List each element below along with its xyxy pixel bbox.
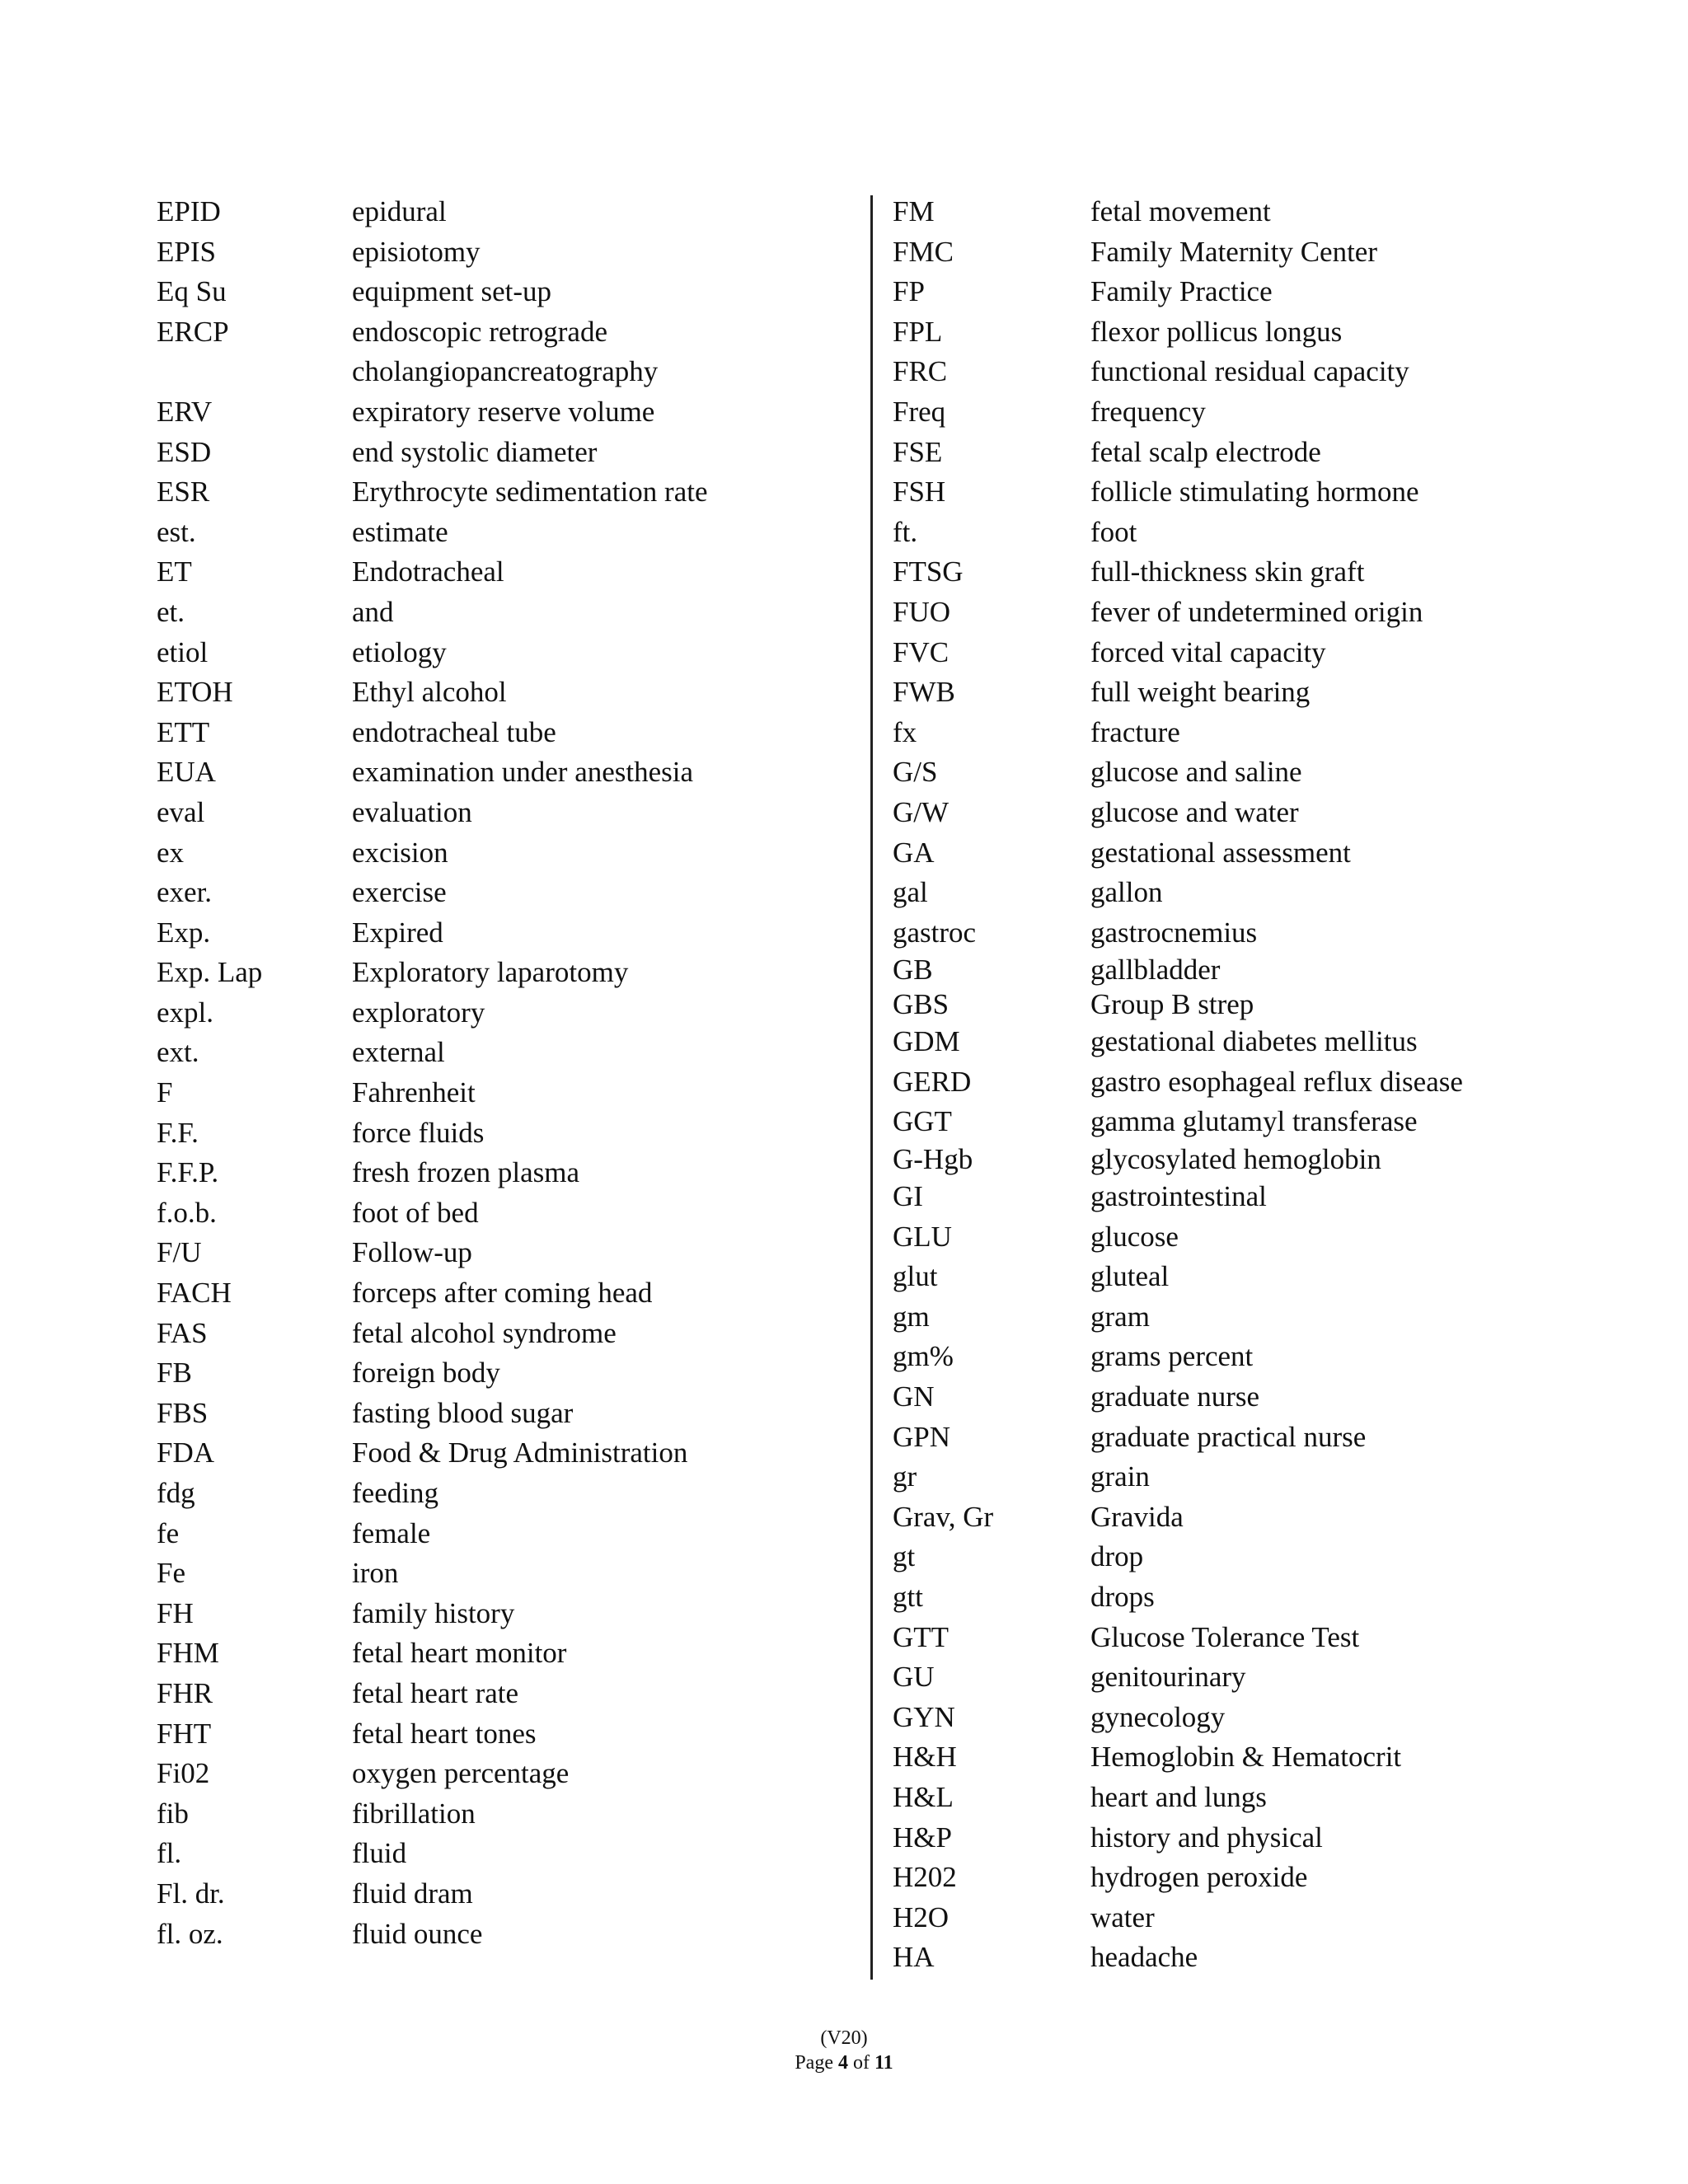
page-total: 11: [874, 2052, 893, 2074]
abbreviation-definition: follicle stimulating hormone: [1090, 476, 1419, 509]
abbreviation-definition: gastrointestinal: [1090, 1180, 1267, 1213]
abbreviation-term: eval: [157, 795, 205, 828]
abbreviation-term: ET: [157, 555, 192, 588]
abbreviation-term: Exp.: [157, 916, 211, 949]
abbreviation-row: [893, 513, 1568, 553]
abbreviation-definition: expiratory reserve volume: [352, 395, 655, 428]
abbreviation-term: gm: [893, 1300, 930, 1333]
abbreviation-row: [893, 472, 1568, 513]
abbreviation-row: [893, 433, 1568, 473]
abbreviation-row: [157, 1915, 849, 1955]
left-abbreviation-column: [157, 192, 849, 1954]
abbreviation-term: etiol: [157, 635, 209, 668]
abbreviation-definition: hydrogen peroxide: [1090, 1861, 1308, 1894]
abbreviation-definition: graduate nurse: [1090, 1380, 1260, 1413]
abbreviation-term: FHM: [157, 1637, 219, 1670]
abbreviation-term: GA: [893, 836, 935, 869]
abbreviation-definition: fetal heart monitor: [352, 1637, 567, 1670]
abbreviation-definition: Endotracheal: [352, 555, 504, 588]
abbreviation-definition: etiology: [352, 635, 447, 668]
abbreviation-row: [157, 713, 849, 753]
abbreviation-definition: oxygen percentage: [352, 1757, 570, 1790]
abbreviation-row: [893, 272, 1568, 312]
abbreviation-row: [893, 713, 1568, 753]
abbreviation-row: [893, 1337, 1568, 1377]
abbreviation-definition: gram: [1090, 1300, 1150, 1333]
abbreviation-definition: heart and lungs: [1090, 1780, 1267, 1813]
abbreviation-row: [893, 1858, 1568, 1898]
abbreviation-term: HA: [893, 1941, 935, 1974]
abbreviation-term: F.F.: [157, 1116, 199, 1149]
abbreviation-term: GPN: [893, 1420, 951, 1453]
abbreviation-definition: exercise: [352, 876, 447, 909]
abbreviation-row: [893, 673, 1568, 713]
abbreviation-term: ESD: [157, 435, 212, 468]
abbreviation-term: FB: [157, 1357, 192, 1390]
abbreviation-definition: flexor pollicus longus: [1090, 315, 1343, 348]
abbreviation-term: ft.: [893, 515, 918, 548]
abbreviation-term: F: [157, 1076, 173, 1109]
abbreviation-row: [157, 392, 849, 433]
abbreviation-row: [157, 833, 849, 874]
abbreviation-definition: gallon: [1090, 876, 1163, 909]
abbreviation-row: [893, 1457, 1568, 1497]
abbreviation-row: [157, 1794, 849, 1835]
abbreviation-row: [157, 1754, 849, 1794]
abbreviation-term: FHR: [157, 1676, 213, 1709]
abbreviation-definition: fibrillation: [352, 1797, 476, 1830]
abbreviation-definition: Hemoglobin & Hematocrit: [1090, 1741, 1402, 1774]
abbreviation-term: Exp. Lap: [157, 956, 263, 989]
abbreviation-definition: headache: [1090, 1941, 1198, 1974]
abbreviation-definition: gamma glutamyl transferase: [1090, 1105, 1418, 1138]
abbreviation-definition: force fluids: [352, 1116, 485, 1149]
abbreviation-term: Freq: [893, 395, 946, 428]
page-footer: [0, 2026, 1688, 2075]
abbreviation-term: Grav, Gr: [893, 1500, 994, 1533]
abbreviation-definition: foreign body: [352, 1357, 500, 1390]
abbreviation-term: f.o.b.: [157, 1196, 217, 1229]
abbreviation-definition: fetal alcohol syndrome: [352, 1316, 617, 1349]
abbreviation-definition: Group B strep: [1090, 988, 1254, 1021]
abbreviation-term: ex: [157, 836, 185, 869]
abbreviation-term: ERV: [157, 395, 213, 428]
abbreviation-definition: history and physical: [1090, 1821, 1323, 1854]
abbreviation-definition: Family Maternity Center: [1090, 235, 1377, 268]
abbreviation-row: [157, 752, 849, 793]
abbreviation-term: FPL: [893, 315, 943, 348]
abbreviation-definition: forced vital capacity: [1090, 635, 1326, 668]
abbreviation-term: fdg: [157, 1477, 195, 1509]
abbreviation-term: G/S: [893, 756, 938, 789]
abbreviation-row: [157, 673, 849, 713]
abbreviation-row: [893, 793, 1568, 833]
abbreviation-definition: equipment set-up: [352, 275, 552, 308]
abbreviation-row: [893, 1898, 1568, 1938]
abbreviation-term: GBS: [893, 988, 950, 1021]
abbreviation-term: FM: [893, 195, 935, 227]
abbreviation-definition: full-thickness skin graft: [1090, 555, 1365, 588]
abbreviation-definition: Family Practice: [1090, 275, 1273, 308]
abbreviation-definition: fluid: [352, 1837, 407, 1870]
abbreviation-term: H&P: [893, 1821, 952, 1854]
abbreviation-term: FBS: [157, 1396, 209, 1429]
abbreviation-definition: fluid ounce: [352, 1917, 483, 1950]
abbreviation-term: FUO: [893, 595, 951, 628]
abbreviation-term: gm%: [893, 1340, 954, 1373]
abbreviation-term: fib: [157, 1797, 189, 1830]
abbreviation-row: [893, 552, 1568, 593]
abbreviation-term: GI: [893, 1180, 923, 1213]
abbreviation-row: [157, 352, 849, 392]
abbreviation-term: expl.: [157, 996, 214, 1029]
abbreviation-term: GERD: [893, 1065, 972, 1098]
abbreviation-term: Fl. dr.: [157, 1877, 225, 1910]
abbreviation-row: [157, 1554, 849, 1594]
abbreviation-definition: grain: [1090, 1460, 1150, 1493]
abbreviation-row: [893, 1938, 1568, 1978]
abbreviation-term: G/W: [893, 795, 950, 828]
abbreviation-term: H&H: [893, 1741, 957, 1774]
abbreviation-term: FTSG: [893, 555, 964, 588]
abbreviation-row: [157, 1834, 849, 1874]
abbreviation-row: [893, 1022, 1568, 1062]
abbreviation-definition: feeding: [352, 1477, 438, 1509]
abbreviation-term: FHT: [157, 1717, 212, 1750]
abbreviation-term: et.: [157, 595, 185, 628]
abbreviation-term: GU: [893, 1661, 935, 1694]
abbreviation-definition: genitourinary: [1090, 1661, 1246, 1694]
abbreviation-row: [893, 1062, 1568, 1103]
abbreviation-row: [157, 1433, 849, 1474]
abbreviation-row: [157, 1474, 849, 1514]
abbreviation-row: [157, 793, 849, 833]
abbreviation-row: [157, 1674, 849, 1714]
abbreviation-definition: external: [352, 1036, 445, 1069]
abbreviation-row: [893, 593, 1568, 633]
column-divider: [870, 195, 873, 1980]
abbreviation-row: [893, 192, 1568, 232]
abbreviation-row: [893, 833, 1568, 874]
abbreviation-term: F/U: [157, 1236, 202, 1269]
abbreviation-definition: gastro esophageal reflux disease: [1090, 1065, 1463, 1098]
abbreviation-definition: gestational diabetes mellitus: [1090, 1025, 1418, 1058]
abbreviation-term: GN: [893, 1380, 935, 1413]
abbreviation-row: [157, 873, 849, 913]
page-of: of: [852, 2052, 870, 2074]
abbreviation-row: [893, 1257, 1568, 1297]
abbreviation-term: G-Hgb: [893, 1143, 973, 1176]
abbreviation-definition: frequency: [1090, 395, 1206, 428]
abbreviation-term: FACH: [157, 1277, 232, 1310]
abbreviation-term: ETOH: [157, 676, 233, 709]
abbreviation-row: [157, 1193, 849, 1234]
abbreviation-term: FH: [157, 1596, 194, 1629]
abbreviation-row: [893, 1418, 1568, 1458]
abbreviation-term: fl.: [157, 1837, 182, 1870]
abbreviation-row: [157, 1233, 849, 1273]
abbreviation-row: [157, 633, 849, 673]
abbreviation-row: [893, 1737, 1568, 1778]
abbreviation-row: [157, 1314, 849, 1354]
abbreviation-definition: fever of undetermined origin: [1090, 595, 1423, 628]
abbreviation-term: est.: [157, 515, 196, 548]
abbreviation-term: GGT: [893, 1105, 952, 1138]
abbreviation-row: [893, 1297, 1568, 1338]
abbreviation-definition: glycosylated hemoglobin: [1090, 1143, 1381, 1176]
abbreviation-definition: endoscopic retrograde: [352, 315, 607, 348]
abbreviation-row: [157, 433, 849, 473]
abbreviation-term: FAS: [157, 1316, 208, 1349]
abbreviation-term: gr: [893, 1460, 917, 1493]
abbreviation-definition: family history: [352, 1596, 515, 1629]
abbreviation-row: [157, 913, 849, 954]
abbreviation-definition: water: [1090, 1900, 1155, 1933]
abbreviation-term: gtt: [893, 1581, 923, 1613]
abbreviation-row: [893, 392, 1568, 433]
abbreviation-term: FVC: [893, 635, 950, 668]
abbreviation-definition: full weight bearing: [1090, 676, 1311, 709]
abbreviation-row: [893, 1818, 1568, 1858]
abbreviation-row: [157, 1514, 849, 1554]
abbreviation-definition: gluteal: [1090, 1260, 1170, 1293]
abbreviation-term: H2O: [893, 1900, 950, 1933]
abbreviation-term: GLU: [893, 1220, 952, 1253]
abbreviation-row: [157, 1633, 849, 1674]
abbreviation-definition: Glucose Tolerance Test: [1090, 1620, 1360, 1653]
abbreviation-definition: iron: [352, 1557, 399, 1590]
abbreviation-definition: gynecology: [1090, 1700, 1226, 1733]
abbreviation-term: ext.: [157, 1036, 199, 1069]
abbreviation-term: fx: [893, 715, 917, 748]
abbreviation-definition: excision: [352, 836, 448, 869]
abbreviation-term: gal: [893, 876, 928, 909]
abbreviation-term: EPIS: [157, 235, 216, 268]
abbreviation-definition: Fahrenheit: [352, 1076, 476, 1109]
abbreviation-definition: fetal heart rate: [352, 1676, 519, 1709]
abbreviation-term: F.F.P.: [157, 1156, 219, 1189]
abbreviation-definition: Gravida: [1090, 1500, 1184, 1533]
abbreviation-definition: epidural: [352, 195, 447, 227]
abbreviation-term: EPID: [157, 195, 221, 227]
abbreviation-definition: fetal scalp electrode: [1090, 435, 1321, 468]
abbreviation-term: Fe: [157, 1557, 185, 1590]
abbreviation-term: GDM: [893, 1025, 960, 1058]
abbreviation-definition: fracture: [1090, 715, 1180, 748]
abbreviation-term: Fi02: [157, 1757, 210, 1790]
abbreviation-term: EUA: [157, 756, 216, 789]
abbreviation-row: [157, 1033, 849, 1073]
abbreviation-row: [893, 1497, 1568, 1538]
abbreviation-row: [893, 1657, 1568, 1698]
abbreviation-definition: grams percent: [1090, 1340, 1254, 1373]
abbreviation-definition: Expired: [352, 916, 443, 949]
abbreviation-term: FP: [893, 275, 925, 308]
abbreviation-term: exer.: [157, 876, 213, 909]
abbreviation-term: FDA: [157, 1436, 215, 1469]
abbreviation-term: ETT: [157, 715, 210, 748]
abbreviation-row: [157, 472, 849, 513]
abbreviation-term: fl. oz.: [157, 1917, 223, 1950]
abbreviation-row: [893, 1142, 1568, 1177]
abbreviation-term: FRC: [893, 355, 948, 388]
abbreviation-definition: Food & Drug Administration: [352, 1436, 688, 1469]
abbreviation-term: FSE: [893, 435, 943, 468]
abbreviation-row: [893, 352, 1568, 392]
abbreviation-definition: fasting blood sugar: [352, 1396, 574, 1429]
abbreviation-row: [157, 232, 849, 273]
abbreviation-row: [893, 873, 1568, 913]
abbreviation-row: [893, 1577, 1568, 1618]
abbreviation-row: [893, 1698, 1568, 1738]
abbreviation-term: ESR: [157, 476, 210, 509]
abbreviation-definition: episiotomy: [352, 235, 481, 268]
abbreviation-term: ERCP: [157, 315, 229, 348]
abbreviation-definition: drops: [1090, 1581, 1155, 1613]
abbreviation-definition: glucose and water: [1090, 795, 1299, 828]
abbreviation-row: [157, 1874, 849, 1915]
page-current: 4: [837, 2052, 848, 2074]
abbreviation-row: [893, 752, 1568, 793]
abbreviation-row: [157, 1394, 849, 1434]
abbreviation-term: [157, 352, 352, 392]
abbreviation-definition: exploratory: [352, 996, 485, 1029]
abbreviation-definition: fresh frozen plasma: [352, 1156, 579, 1189]
abbreviation-row: [893, 987, 1568, 1022]
abbreviation-term: FWB: [893, 676, 955, 709]
abbreviation-definition: examination under anesthesia: [352, 756, 694, 789]
abbreviation-definition: end systolic diameter: [352, 435, 598, 468]
abbreviation-row: [893, 1537, 1568, 1577]
abbreviation-row: [157, 192, 849, 232]
abbreviation-row: [157, 1353, 849, 1394]
abbreviation-definition: glucose and saline: [1090, 756, 1302, 789]
abbreviation-row: [893, 1177, 1568, 1217]
abbreviation-definition: foot: [1090, 515, 1137, 548]
abbreviation-row: [157, 1113, 849, 1154]
abbreviation-row: [157, 1273, 849, 1314]
page-number: [0, 2050, 1688, 2075]
abbreviation-term: H202: [893, 1861, 957, 1894]
abbreviation-row: [893, 1377, 1568, 1418]
page-prefix: Page: [795, 2052, 833, 2074]
abbreviation-row: [893, 1778, 1568, 1818]
abbreviation-row: [157, 1153, 849, 1193]
abbreviation-definition: and: [352, 595, 394, 628]
abbreviation-definition: Ethyl alcohol: [352, 676, 507, 709]
abbreviation-term: FSH: [893, 476, 946, 509]
abbreviation-definition: functional residual capacity: [1090, 355, 1409, 388]
abbreviation-row: [157, 552, 849, 593]
abbreviation-definition: drop: [1090, 1540, 1144, 1573]
abbreviation-row: [893, 1217, 1568, 1258]
abbreviation-row: [157, 993, 849, 1033]
abbreviation-row: [893, 913, 1568, 954]
abbreviation-definition: graduate practical nurse: [1090, 1420, 1367, 1453]
abbreviation-row: [157, 1714, 849, 1755]
abbreviation-definition: endotracheal tube: [352, 715, 556, 748]
abbreviation-row: [157, 593, 849, 633]
abbreviation-term: gt: [893, 1540, 916, 1573]
abbreviation-definition: Exploratory laparotomy: [352, 956, 629, 989]
abbreviation-row: [893, 953, 1568, 987]
abbreviation-row: [157, 1073, 849, 1113]
abbreviation-definition: female: [352, 1516, 431, 1549]
abbreviation-row: [157, 953, 849, 993]
abbreviation-definition: gastrocnemius: [1090, 916, 1258, 949]
abbreviation-row: [893, 232, 1568, 273]
abbreviation-definition: forceps after coming head: [352, 1277, 653, 1310]
abbreviation-definition: gestational assessment: [1090, 836, 1351, 869]
abbreviation-definition: fluid dram: [352, 1877, 473, 1910]
abbreviation-definition: gallbladder: [1090, 954, 1221, 987]
right-abbreviation-column: [893, 192, 1568, 1978]
abbreviation-row: [157, 1594, 849, 1634]
abbreviation-term: GTT: [893, 1620, 950, 1653]
abbreviation-term: H&L: [893, 1780, 954, 1813]
abbreviation-term: Eq Su: [157, 275, 227, 308]
abbreviation-row: [893, 633, 1568, 673]
abbreviation-definition: Follow-up: [352, 1236, 472, 1269]
abbreviation-term: gastroc: [893, 916, 977, 949]
abbreviation-definition: fetal heart tones: [352, 1717, 537, 1750]
abbreviation-definition: estimate: [352, 515, 448, 548]
abbreviation-row: [157, 272, 849, 312]
abbreviation-row: [893, 1102, 1568, 1142]
abbreviation-definition: fetal movement: [1090, 195, 1271, 227]
abbreviation-definition: glucose: [1090, 1220, 1179, 1253]
abbreviation-term: GB: [893, 954, 933, 987]
abbreviation-row: [893, 312, 1568, 353]
abbreviation-definition: Erythrocyte sedimentation rate: [352, 476, 708, 509]
abbreviation-row: [157, 312, 849, 353]
abbreviation-definition: evaluation: [352, 795, 472, 828]
abbreviation-row: [157, 513, 849, 553]
abbreviation-row: [893, 1618, 1568, 1658]
abbreviation-term: glut: [893, 1260, 938, 1293]
abbreviation-definition: cholangiopancreatography: [352, 355, 659, 388]
version-label: (V20): [820, 2027, 868, 2049]
abbreviation-term: fe: [157, 1516, 180, 1549]
abbreviation-term: GYN: [893, 1700, 955, 1733]
abbreviation-term: FMC: [893, 235, 954, 268]
abbreviation-definition: foot of bed: [352, 1196, 479, 1229]
